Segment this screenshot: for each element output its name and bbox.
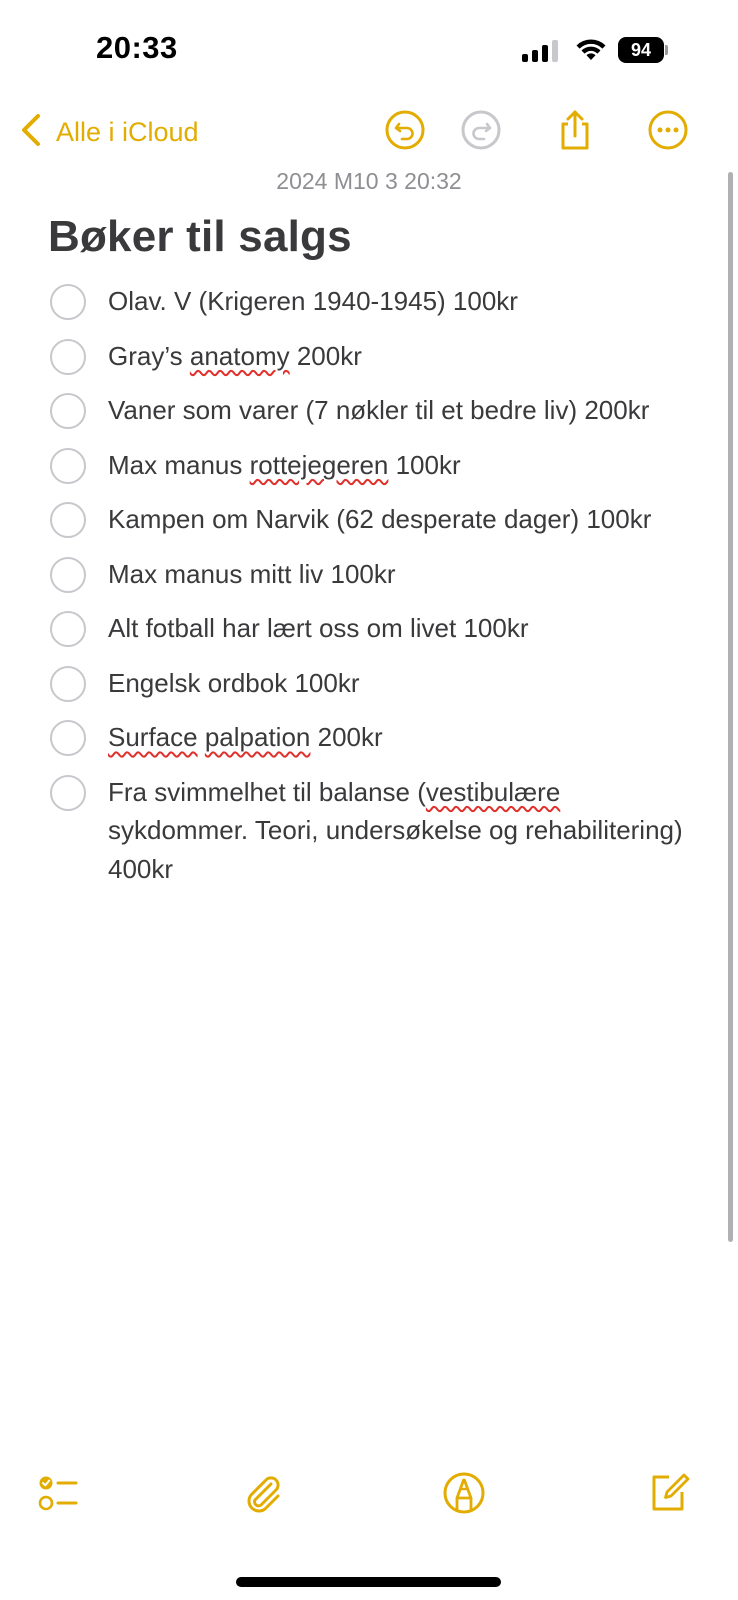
checklist-item [48, 555, 708, 594]
checkbox-circle[interactable] [50, 393, 86, 429]
misspelled-word: Surface [108, 722, 198, 752]
checklist-item-text[interactable] [108, 773, 698, 889]
checklist-item [48, 773, 708, 889]
bottom-toolbar [0, 1470, 738, 1540]
text-run: Kampen om Narvik (62 desperate dager) 100kr [108, 504, 652, 534]
text-run: Fra svimmelhet til balanse ( [108, 776, 426, 807]
text-run: Alt fotball har lært oss om livet 100kr [108, 613, 529, 643]
battery-level: 94 [618, 37, 664, 63]
back-label: Alle i iCloud [56, 116, 199, 147]
text-run [198, 722, 205, 752]
checklist-icon [35, 1470, 81, 1521]
checklist-item-text[interactable] [108, 500, 698, 539]
checklist-item [48, 282, 708, 321]
more-icon [647, 109, 689, 156]
checklist-item [48, 446, 708, 485]
compose-button[interactable] [643, 1470, 693, 1520]
checklist-item [48, 718, 708, 757]
checklist-item-text[interactable] [108, 718, 698, 757]
checkbox-circle[interactable] [50, 720, 86, 756]
text-run: 200kr [289, 340, 362, 371]
battery-icon [618, 37, 668, 63]
text-run: Engelsk ordbok 100kr [108, 667, 360, 698]
checklist-item-text[interactable] [108, 391, 698, 430]
compose-icon [645, 1470, 691, 1521]
scroll-indicator[interactable] [728, 172, 733, 1242]
checklist-button[interactable] [33, 1470, 83, 1520]
checklist-item-text[interactable] [108, 446, 698, 485]
checklist-item [48, 391, 708, 430]
checkbox-circle[interactable] [50, 339, 86, 375]
status-bar [0, 0, 738, 100]
home-indicator[interactable] [236, 1577, 501, 1587]
wifi-icon [574, 36, 608, 62]
text-run: sykdommer. Teori, undersøkelse og rehabilitering) 400kr [108, 815, 683, 884]
checkbox-circle[interactable] [50, 611, 86, 647]
checkbox-circle[interactable] [50, 284, 86, 320]
share-icon [554, 109, 596, 156]
text-run: Max manus mitt liv 100kr [108, 558, 396, 589]
checklist [48, 282, 708, 904]
misspelled-word: anatomy [189, 340, 290, 371]
checkbox-circle[interactable] [50, 775, 86, 811]
text-run: 100kr [388, 449, 461, 480]
checkbox-circle[interactable] [50, 502, 86, 538]
checklist-item [48, 609, 708, 648]
note-date: 2024 M10 3 20:32 [276, 168, 462, 194]
checklist-item-text[interactable] [108, 664, 698, 703]
redo-button[interactable] [457, 108, 505, 156]
note-nav-bar [0, 100, 738, 164]
misspelled-word: vestibulære [425, 776, 561, 807]
cellular-signal-icon [522, 40, 560, 62]
checklist-item-text[interactable] [108, 555, 698, 594]
note-title[interactable]: Bøker til salgs [48, 212, 352, 261]
attachment-button[interactable] [238, 1470, 288, 1520]
text-run: 200kr [310, 722, 383, 752]
undo-icon [384, 109, 426, 156]
misspelled-word: palpation [204, 722, 311, 752]
checkbox-circle[interactable] [50, 448, 86, 484]
checklist-item-text[interactable] [108, 337, 698, 376]
checklist-item-text[interactable] [108, 609, 698, 648]
share-button[interactable] [551, 108, 599, 156]
checklist-item [48, 664, 708, 703]
checklist-item-text[interactable] [108, 282, 698, 321]
text-run: Gray’s [108, 340, 190, 371]
back-button[interactable] [18, 108, 199, 156]
text-run: Vaner som varer (7 nøkler til et bedre liv) 200kr [108, 395, 650, 425]
text-run: Max manus [108, 449, 250, 480]
markup-button[interactable] [439, 1470, 489, 1520]
redo-icon [460, 109, 502, 156]
checklist-item [48, 337, 708, 376]
markup-pen-icon [441, 1470, 487, 1521]
checkbox-circle[interactable] [50, 666, 86, 702]
status-time: 20:33 [96, 30, 178, 65]
misspelled-word: rottejegeren [249, 449, 389, 480]
checklist-item [48, 500, 708, 539]
undo-button[interactable] [381, 108, 429, 156]
paperclip-icon [240, 1470, 286, 1521]
chevron-left-icon [18, 112, 44, 153]
checkbox-circle[interactable] [50, 557, 86, 593]
more-button[interactable] [644, 108, 692, 156]
text-run: Olav. V (Krigeren 1940-1945) 100kr [108, 286, 518, 316]
